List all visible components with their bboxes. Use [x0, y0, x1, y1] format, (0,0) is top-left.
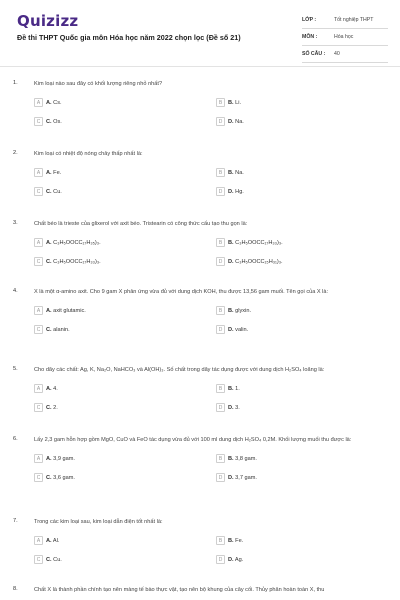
option-text [46, 386, 58, 392]
option-text [228, 240, 283, 246]
question-item [0, 150, 400, 197]
option-prefix: D. [228, 474, 234, 481]
answer-option-b[interactable] [216, 167, 356, 178]
option-letter-box: B [216, 168, 225, 177]
question-text: Chất X là thành phần chính tạo nên màng tế bào thực vật, tạo nên bộ khung của cây cối. Thủy phân hoàn toàn X, thu [34, 587, 325, 593]
option-prefix: B. [228, 385, 234, 392]
option-prefix: B. [228, 455, 234, 462]
option-text [228, 557, 243, 563]
option-letter-box: A [34, 98, 43, 107]
option-value: Li. [235, 99, 242, 106]
option-value: C₃H₅OOCC₁₇H₃₃)₃. [235, 239, 283, 246]
answer-options [34, 97, 388, 127]
answer-option-b[interactable] [216, 383, 356, 394]
answer-option-c[interactable] [34, 116, 212, 127]
option-letter-box: A [34, 306, 43, 315]
option-prefix: A. [46, 307, 52, 314]
option-text [228, 386, 240, 392]
option-value: C₃H₅OOCC₁₇H₃₃)₃. [53, 258, 101, 265]
option-text [46, 170, 61, 176]
question-item [0, 288, 400, 335]
meta-table [302, 12, 388, 63]
answer-option-b[interactable] [216, 237, 356, 248]
meta-value: Tốt nghiệp THPT [334, 17, 374, 23]
answer-option-c[interactable] [34, 472, 212, 483]
option-letter-box: C [34, 403, 43, 412]
option-prefix: D. [228, 188, 234, 195]
question-text: Lấy 2,3 gam hỗn hợp gồm MgO, CuO và FeO tác dụng vừa đủ với 100 ml dung dịch H₂SO₄ 0,2M. Khối lượng muối thu được là: [34, 437, 352, 443]
option-prefix: A. [46, 239, 52, 246]
meta-row-subject [302, 29, 388, 46]
option-prefix: B. [228, 169, 234, 176]
option-prefix: C. [46, 326, 52, 333]
option-value: Fe. [235, 537, 244, 544]
option-letter-box: B [216, 384, 225, 393]
option-value: Ag. [234, 556, 244, 563]
answer-option-d[interactable] [216, 116, 356, 127]
question-text: Chất béo là trieste của glixerol với axit béo. Tristearin có công thức cấu tạo thu gọn là: [34, 221, 248, 227]
answer-option-d[interactable] [216, 324, 356, 335]
meta-label: SỐ CÂU : [302, 51, 326, 57]
question-text: Trong các kim loại sau, kim loại dẫn điện tốt nhất là: [34, 519, 163, 525]
question-item [0, 80, 400, 127]
option-letter-box: D [216, 325, 225, 334]
option-letter-box: D [216, 473, 225, 482]
question-text: Kim loại có nhiệt độ nóng chảy thấp nhất là: [34, 151, 143, 157]
option-text [46, 405, 58, 411]
meta-value: 40 [334, 51, 340, 57]
option-value: C₃H₅OOCC₁₇H₃₅)₃. [53, 239, 101, 246]
option-value: 3,9 gam. [53, 455, 75, 462]
option-prefix: B. [228, 537, 234, 544]
answer-option-d[interactable] [216, 186, 356, 197]
option-value: 2. [53, 404, 58, 411]
answer-option-a[interactable] [34, 305, 212, 316]
option-text [46, 327, 70, 333]
answer-option-c[interactable] [34, 186, 212, 197]
option-value: 3,8 gam. [235, 455, 257, 462]
answer-option-a[interactable] [34, 237, 212, 248]
question-number: 6. [13, 436, 18, 442]
option-letter-box: A [34, 384, 43, 393]
answer-options [34, 535, 388, 565]
option-text [46, 189, 62, 195]
answer-options [34, 237, 388, 267]
option-text [46, 100, 62, 106]
meta-value: Hóa học [334, 34, 354, 40]
option-letter-box: C [34, 555, 43, 564]
option-text [228, 170, 244, 176]
option-text [228, 308, 251, 314]
question-number: 1. [13, 80, 18, 86]
option-letter-box: C [34, 257, 43, 266]
option-prefix: C. [46, 556, 52, 563]
option-prefix: D. [228, 326, 234, 333]
question-text: Cho dãy các chất: Ag, K, Na₂O, NaHCO₃ và Al(OH)₃. Số chất trong dãy tác dụng được với dung dịch H₂SO₄ loãng là: [34, 367, 325, 373]
answer-option-d[interactable] [216, 402, 356, 413]
option-text [46, 308, 86, 314]
option-prefix: C. [46, 258, 52, 265]
option-value: axit glutamic. [53, 307, 86, 314]
option-prefix: D. [228, 118, 234, 125]
option-value: C₃H₅OOCC₁₅H₃₁)₃. [235, 258, 283, 265]
question-number: 3. [13, 220, 18, 226]
answer-option-a[interactable] [34, 535, 212, 546]
answer-option-b[interactable] [216, 453, 356, 464]
option-text [46, 557, 62, 563]
option-text [228, 327, 248, 333]
question-item [0, 220, 400, 267]
option-text [228, 189, 244, 195]
option-value: Hg. [235, 188, 244, 195]
option-prefix: C. [46, 118, 52, 125]
option-text [46, 475, 75, 481]
option-text [228, 119, 244, 125]
option-value: 3,6 gam. [53, 474, 75, 481]
option-value: Cs. [53, 99, 62, 106]
option-value: 1. [235, 385, 240, 392]
option-value: Al. [52, 537, 60, 544]
question-item [0, 518, 400, 565]
answer-option-b[interactable] [216, 305, 356, 316]
option-prefix: C. [46, 474, 52, 481]
option-text [228, 456, 257, 462]
answer-option-a[interactable] [34, 167, 212, 178]
option-prefix: A. [46, 537, 52, 544]
answer-option-a[interactable] [34, 383, 212, 394]
option-letter-box: D [216, 403, 225, 412]
option-value: Cu. [53, 188, 62, 195]
option-text [46, 259, 101, 265]
option-prefix: B. [228, 99, 234, 106]
question-item [0, 436, 400, 483]
answer-option-a[interactable] [34, 453, 212, 464]
option-value: alanin. [53, 326, 70, 333]
answer-option-b[interactable] [216, 535, 356, 546]
quizizz-logo: Quizizz [17, 12, 79, 30]
option-letter-box: B [216, 98, 225, 107]
worksheet-header [0, 0, 400, 64]
option-letter-box: A [34, 454, 43, 463]
option-prefix: A. [46, 385, 52, 392]
meta-label: MÔN : [302, 34, 318, 40]
worksheet-title: Đề thi THPT Quốc gia môn Hóa học năm 2022 chọn lọc (Đề số 21) [17, 33, 241, 42]
option-letter-box: C [34, 473, 43, 482]
option-value: valin. [235, 326, 249, 333]
answer-options [34, 167, 388, 197]
option-prefix: C. [46, 404, 52, 411]
option-letter-box: B [216, 238, 225, 247]
option-letter-box: B [216, 454, 225, 463]
option-value: 3. [235, 404, 240, 411]
option-value: Na. [235, 118, 244, 125]
question-text: Kim loại nào sau đây có khối lượng riêng nhỏ nhất? [34, 81, 163, 87]
option-prefix: C. [46, 188, 52, 195]
option-letter-box: D [216, 117, 225, 126]
option-text [46, 456, 75, 462]
option-prefix: B. [228, 239, 234, 246]
option-value: Os. [53, 118, 62, 125]
option-prefix: B. [228, 307, 234, 314]
option-letter-box: D [216, 555, 225, 564]
option-letter-box: A [34, 536, 43, 545]
meta-row-class [302, 12, 388, 29]
answer-option-c[interactable] [34, 402, 212, 413]
question-number: 7. [13, 518, 18, 524]
answer-option-c[interactable] [34, 324, 212, 335]
answer-option-c[interactable] [34, 554, 212, 565]
question-item [0, 586, 400, 594]
option-text [228, 100, 241, 106]
option-prefix: D. [228, 404, 234, 411]
question-number: 5. [13, 366, 18, 372]
question-item [0, 366, 400, 413]
header-divider [0, 66, 400, 67]
option-letter-box: C [34, 187, 43, 196]
option-text [46, 119, 62, 125]
option-letter-box: D [216, 257, 225, 266]
question-text: X là một α-amino axit. Cho 9 gam X phản ứng vừa đủ với dung dịch KOH, thu được 13,56 gam muối. Tên gọi của X là: [34, 289, 329, 295]
option-text [228, 538, 243, 544]
answer-option-b[interactable] [216, 97, 356, 108]
option-value: 4. [53, 385, 58, 392]
option-letter-box: C [34, 325, 43, 334]
meta-row-count [302, 46, 388, 63]
answer-options [34, 383, 388, 413]
option-value: glyxin. [235, 307, 252, 314]
answer-option-d[interactable] [216, 554, 356, 565]
option-text [228, 405, 240, 411]
question-number: 4. [13, 288, 18, 294]
option-letter-box: C [34, 117, 43, 126]
option-prefix: D. [228, 556, 234, 563]
answer-options [34, 453, 388, 483]
answer-option-c[interactable] [34, 256, 212, 267]
answer-option-a[interactable] [34, 97, 212, 108]
option-text [46, 538, 59, 544]
meta-label: LỚP : [302, 17, 317, 23]
option-letter-box: A [34, 168, 43, 177]
answer-option-d[interactable] [216, 472, 356, 483]
option-letter-box: B [216, 536, 225, 545]
option-letter-box: A [34, 238, 43, 247]
answer-option-d[interactable] [216, 256, 356, 267]
option-letter-box: B [216, 306, 225, 315]
option-prefix: A. [46, 169, 52, 176]
question-number: 2. [13, 150, 18, 156]
option-prefix: A. [46, 99, 52, 106]
option-value: Cu. [53, 556, 62, 563]
option-value: Na. [235, 169, 244, 176]
option-value: 3,7 gam. [235, 474, 257, 481]
option-text [228, 475, 257, 481]
question-number: 8. [13, 586, 18, 592]
option-letter-box: D [216, 187, 225, 196]
option-text [228, 259, 283, 265]
option-value: Fe. [53, 169, 62, 176]
option-prefix: D. [228, 258, 234, 265]
option-prefix: A. [46, 455, 52, 462]
answer-options [34, 305, 388, 335]
option-text [46, 240, 101, 246]
